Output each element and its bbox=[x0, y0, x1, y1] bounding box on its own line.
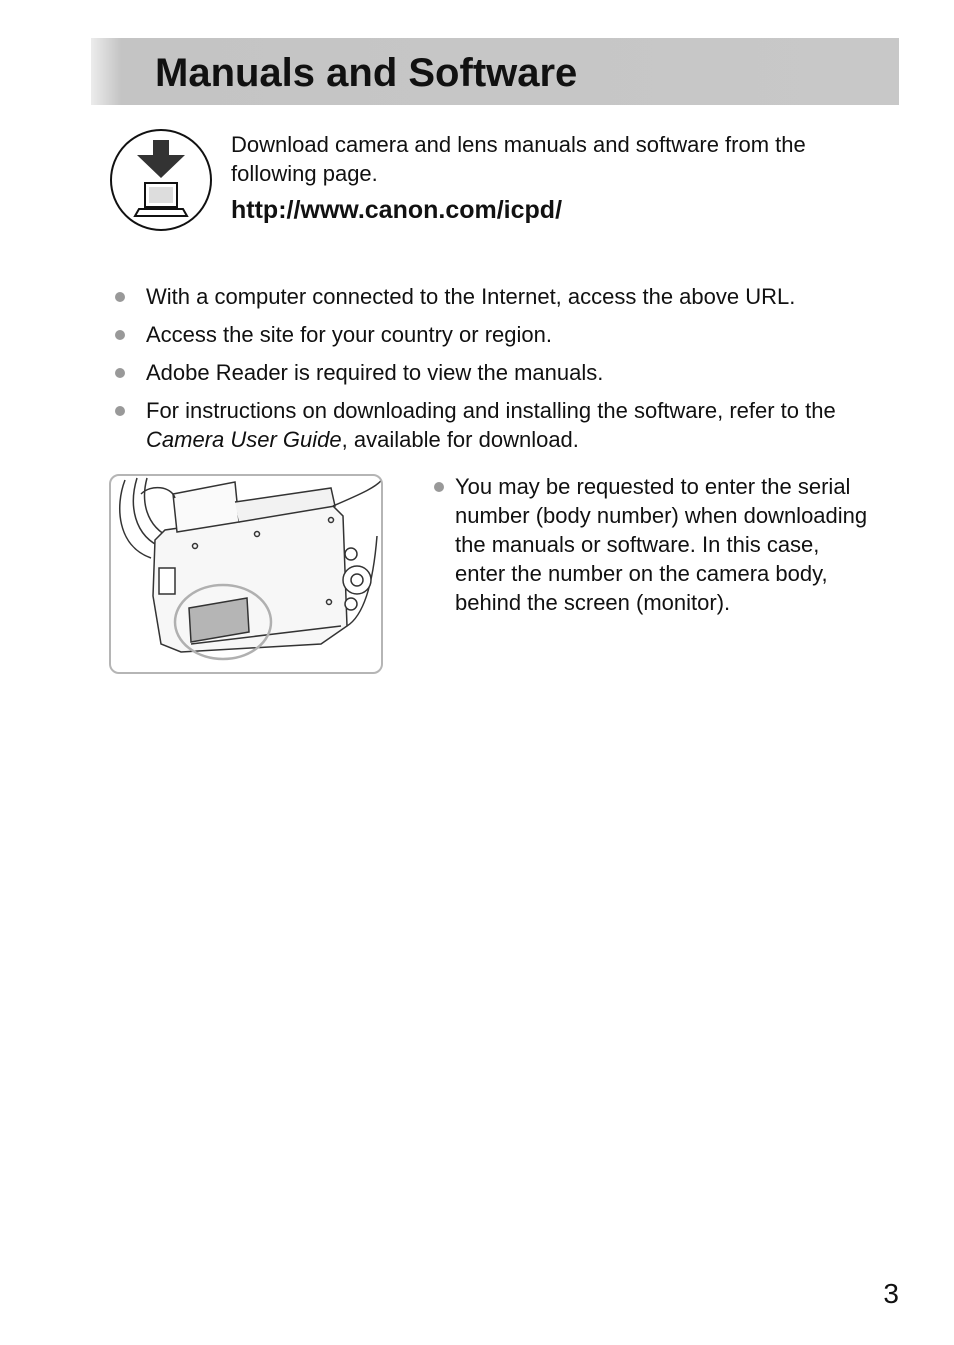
list-item-text: Adobe Reader is required to view the manuals. bbox=[146, 360, 604, 385]
page-title: Manuals and Software bbox=[155, 51, 578, 95]
list-item bbox=[112, 396, 912, 454]
note-text: You may be requested to enter the serial number (body number) when downloading the manuals or software. In this case, enter the number on the camera body, behind the screen (monitor). bbox=[455, 474, 868, 615]
bullet-icon bbox=[434, 482, 444, 492]
list-item bbox=[112, 282, 912, 311]
camera-illustration bbox=[109, 474, 383, 674]
list-item-text: For instructions on downloading and installing the software, refer to the bbox=[146, 398, 836, 423]
list-item-text: With a computer connected to the Internet, access the above URL. bbox=[146, 284, 796, 309]
intro-text bbox=[231, 130, 891, 188]
intro-description: Download camera and lens manuals and software from the following page. bbox=[231, 132, 806, 186]
serial-number-note bbox=[432, 472, 872, 617]
bullet-icon bbox=[115, 330, 125, 340]
guide-title: Camera User Guide bbox=[146, 427, 342, 452]
list-item bbox=[112, 358, 912, 387]
bullet-icon bbox=[115, 292, 125, 302]
camera-serial-label-icon bbox=[111, 476, 381, 672]
bullet-icon bbox=[115, 406, 125, 416]
page-number: 3 bbox=[883, 1278, 899, 1309]
instruction-list bbox=[112, 282, 912, 463]
bullet-icon bbox=[115, 368, 125, 378]
list-item-text-end: , available for download. bbox=[341, 427, 579, 452]
list-item-text: Access the site for your country or region. bbox=[146, 322, 552, 347]
section-header bbox=[91, 38, 899, 105]
download-icon bbox=[109, 128, 213, 232]
list-item bbox=[112, 320, 912, 349]
download-url-link[interactable]: http://www.canon.com/icpd/ bbox=[231, 196, 563, 224]
